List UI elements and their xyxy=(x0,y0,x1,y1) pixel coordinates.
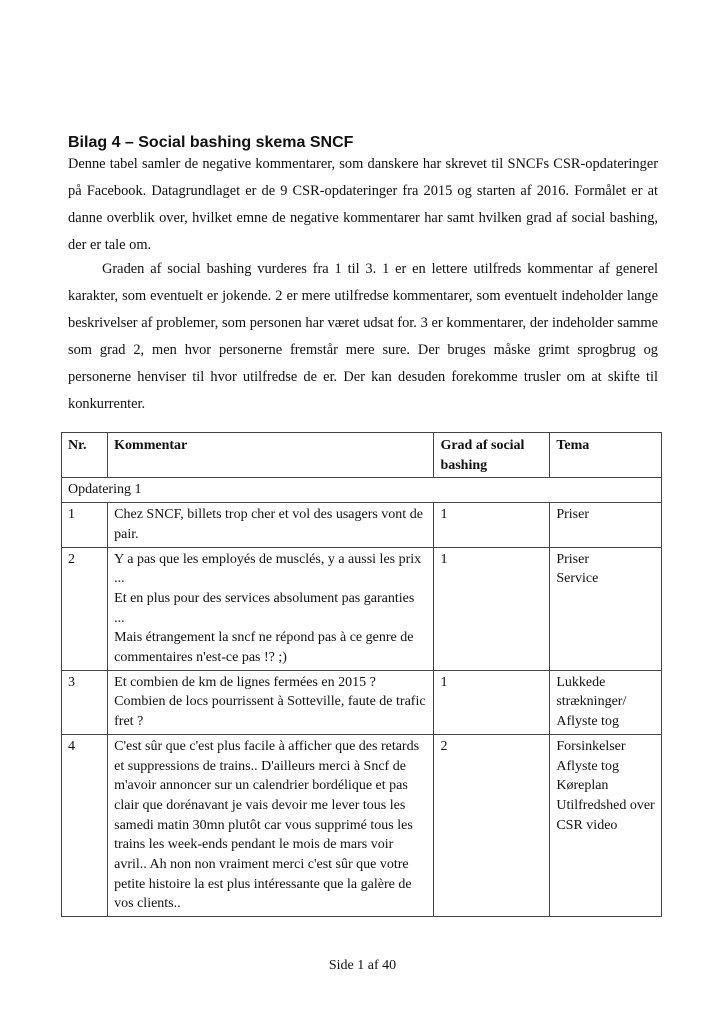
tema-line: Aflyste tog xyxy=(556,758,619,774)
cell-grad: 1 xyxy=(434,547,550,670)
cell-tema xyxy=(550,547,662,670)
section-row xyxy=(62,478,662,503)
intro-paragraph: Denne tabel samler de negative kommentarer, som danskere har skrevet til SNCFs CSR-opdateringer på Facebook. Datagrundlaget er de 9 CSR-opdateringer fra 2015 og starten af 2016. Formålet er at danne overblik over, hvilket emne de negative kommentarer har samt hvilken grad af social bashing, der er tale om. xyxy=(68,156,658,253)
cell-tema xyxy=(550,503,662,547)
comment-line: C'est sûr que c'est plus facile à afficher que des retards et suppressions de trains.. D'ailleurs merci à Sncf de m'avoir annoncer sur un calendrier bordélique et pas clair que dorénavant je vais devoir me lever tous les samedi matin 30mn plutôt car vous supprimé tous les trains les week-ends pendant le mois de mars voir avril.. Ah non non vraiment merci c'est sûr que votre petite histoire la est plus intéressante que la galère de vos clients.. xyxy=(114,738,420,912)
comment-line: Et en plus pour des services absolument pas garanties ... xyxy=(114,590,415,626)
cell-grad: 1 xyxy=(434,670,550,734)
comment-line: Y a pas que les employés de musclés, y a aussi les prix ... xyxy=(114,551,422,587)
table-row xyxy=(62,503,662,547)
cell-nr: 3 xyxy=(62,670,108,734)
table-row xyxy=(62,670,662,734)
header-tema: Tema xyxy=(550,433,662,478)
cell-grad: 1 xyxy=(434,503,550,547)
tema-line: Priser xyxy=(556,551,590,567)
social-bashing-table xyxy=(61,432,662,917)
cell-nr: 1 xyxy=(62,503,108,547)
tema-line: Køreplan xyxy=(556,778,609,794)
comment-line: Chez SNCF, billets trop cher et vol des usagers vont de pair. xyxy=(114,507,423,542)
tema-line: Priser xyxy=(556,507,590,523)
comment-line: Combien de locs pourrissent à Sotteville, faute de trafic fret ? xyxy=(114,694,426,730)
document-heading: Bilag 4 – Social bashing skema SNCF xyxy=(68,134,354,151)
page-number: Side 1 af 40 xyxy=(328,958,397,973)
cell-grad: 2 xyxy=(434,734,550,916)
cell-kommentar xyxy=(108,547,434,670)
header-nr: Nr. xyxy=(62,433,108,478)
table-row xyxy=(62,547,662,670)
cell-kommentar xyxy=(108,670,434,734)
tema-line: Lukkede strækninger/ Aflyste tog xyxy=(556,674,627,730)
tema-line: Service xyxy=(556,571,599,587)
cell-tema xyxy=(550,734,662,916)
comment-line: Et combien de km de lignes fermées en 2015 ? xyxy=(114,674,376,690)
table-row xyxy=(62,734,662,916)
section-label-opdatering-1: Opdatering 1 xyxy=(62,478,662,503)
table-header-row xyxy=(62,433,662,478)
cell-kommentar xyxy=(108,734,434,916)
comment-line: Mais étrangement la sncf ne répond pas à ce genre de commentaires n'est-ce pas !? ;) xyxy=(114,630,414,666)
cell-nr: 4 xyxy=(62,734,108,916)
cell-tema xyxy=(550,670,662,734)
scale-description-paragraph: Graden af social bashing vurderes fra 1 til 3. 1 er en lettere utilfreds kommentar af generel karakter, som eventuelt er jokende. 2 er mere utilfredse kommentarer, som eventuelt indeholder lange beskrivelser af problemer, som personen har været udsat for. 3 er kommentarer, der indeholder samme som grad 2, men hvor personerne fremstår mere sure. Der bruges måske grimt sprogbrug og personerne henviser til hvor utilfredse de er. Der kan desuden forekomme trusler om at skifte til konkurrenter. xyxy=(68,261,658,412)
header-grad: Grad af social bashing xyxy=(434,433,550,478)
tema-line: Forsinkelser xyxy=(556,738,626,754)
cell-nr: 2 xyxy=(62,547,108,670)
tema-line: Utilfredshed over CSR video xyxy=(556,797,655,833)
header-kommentar: Kommentar xyxy=(108,433,434,478)
cell-kommentar xyxy=(108,503,434,547)
